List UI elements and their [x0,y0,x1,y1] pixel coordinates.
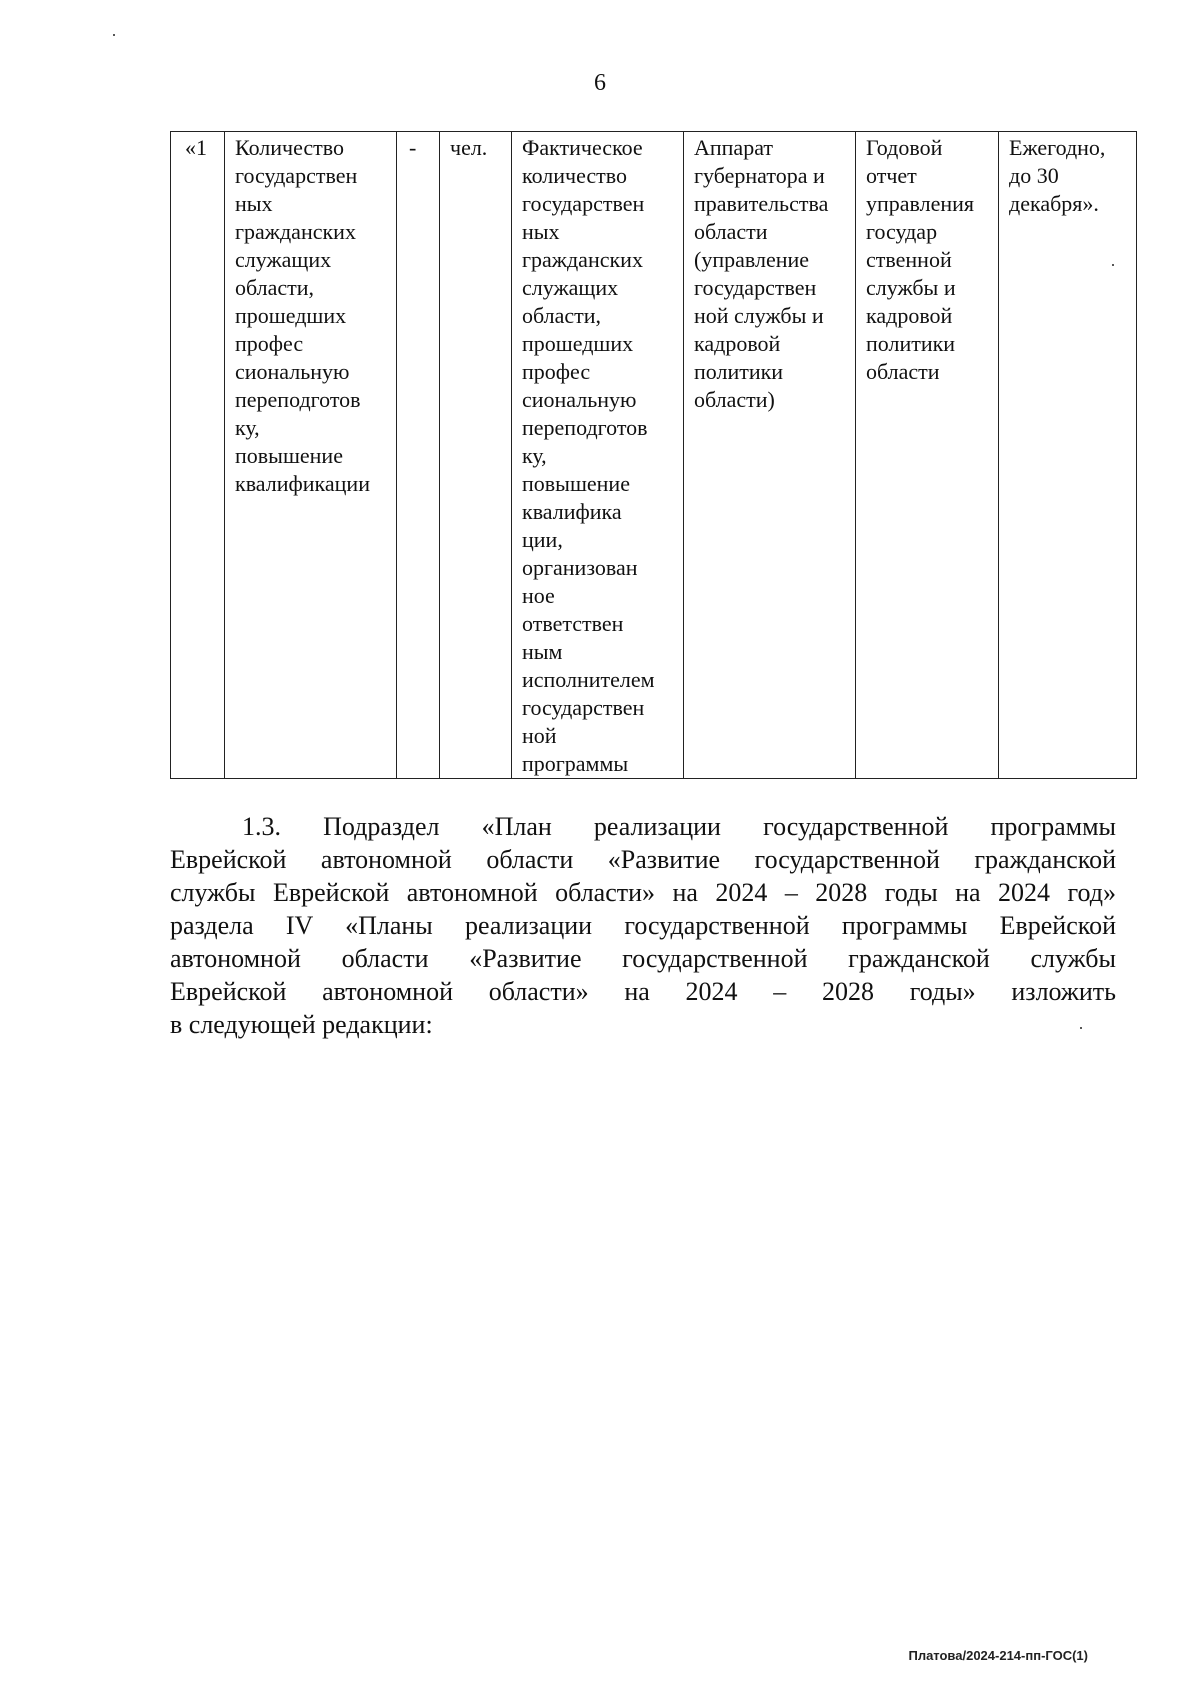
cell-line: сиональную [235,359,350,384]
responsible-cell [684,132,856,779]
cell-line: области [866,359,940,384]
cell-line: кадровой [866,303,953,328]
cell-line: Количество [235,135,345,160]
page-number: 6 [594,70,606,96]
cell-line: до 30 [1009,163,1059,188]
document-reference: Платова/2024-214-пп-ГОС(1) [908,1648,1088,1663]
unit-cell [440,132,512,779]
cell-line: губернатора и [694,163,825,188]
cell-line: политики [694,359,784,384]
cell-line: службы и [866,275,956,300]
cell-line: квалифика [522,499,622,524]
cell-line: отчет [866,163,917,188]
cell-line: ку, [235,415,260,440]
cell-line: ных [235,191,273,216]
cell-line: политики [866,331,956,356]
cell-line: гражданских [235,219,356,244]
cell-line: организован [522,555,638,580]
cell-line: государствен [522,191,645,216]
cell-line: ным [522,639,563,664]
cell-line: области, [522,303,602,328]
cell-line: (управление [694,247,810,272]
body-line: в следующей редакции: [170,1010,433,1039]
cell-line: области, [235,275,315,300]
body-line: Еврейской автономной области «Развитие государственной гражданской [170,845,1116,874]
cell-line: государствен [235,163,358,188]
cell-line: исполнителем [522,667,655,692]
base-value-cell [397,132,440,779]
cell-line: количество [522,163,628,188]
body-line: службы Еврейской автономной области» на 2024 – 2028 годы на 2024 год» [170,878,1116,907]
cell-line: служащих [522,275,619,300]
cell-line: переподготов [522,415,648,440]
cell-line: прошедших [235,303,347,328]
cell-line: Аппарат [694,135,774,160]
cell-line: области) [694,387,775,412]
data-source-cell [856,132,999,779]
cell-line: сиональную [522,387,637,412]
body-line: Еврейской автономной области» на 2024 – 2028 годы» изложить [170,977,1116,1006]
row-number: «1 [185,135,207,160]
indicator-name-cell [225,132,397,779]
cell-line: Ежегодно, [1009,135,1106,160]
cell-line: прошедших [522,331,634,356]
cell-line: повышение [522,471,630,496]
cell-line: ной службы и [694,303,824,328]
cell-line: ции, [522,527,563,552]
cell-line: управления [866,191,975,216]
cell-line: Годовой [866,135,943,160]
cell-line: гражданских [522,247,643,272]
cell-line: профес [235,331,304,356]
base-value: - [409,135,417,160]
cell-line: ных [522,219,560,244]
cell-line: государствен [694,275,817,300]
cell-line: переподготов [235,387,361,412]
cell-line: Фактическое [522,135,643,160]
cell-line: ной [522,723,557,748]
cell-line: программы [522,751,629,776]
table-row [171,132,1137,779]
calculation-method-cell [512,132,684,779]
cell-line: ное [522,583,555,608]
body-line: раздела IV «Планы реализации государственной программы Еврейской [170,911,1116,940]
deadline-cell [999,132,1137,779]
body-line: автономной области «Развитие государственной гражданской службы [170,944,1116,973]
cell-line: повышение [235,443,343,468]
paragraph-1-3 [170,810,1116,1041]
cell-line: области [694,219,768,244]
cell-line: ку, [522,443,547,468]
cell-line: квалификации [235,471,370,496]
cell-line: государствен [522,695,645,720]
cell-line: государ [866,219,938,244]
cell-line: кадровой [694,331,781,356]
cell-line: правительства [694,191,829,216]
cell-line: ственной [866,247,952,272]
indicator-table [170,131,1137,779]
cell-line: декабря». [1009,191,1099,216]
cell-line: служащих [235,247,332,272]
cell-line: профес [522,359,591,384]
unit: чел. [450,135,488,160]
body-line: 1.3. Подраздел «План реализации государственной программы [242,812,1116,841]
row-number-cell [171,132,225,779]
scan-speck [113,34,115,36]
cell-line: ответствен [522,611,624,636]
